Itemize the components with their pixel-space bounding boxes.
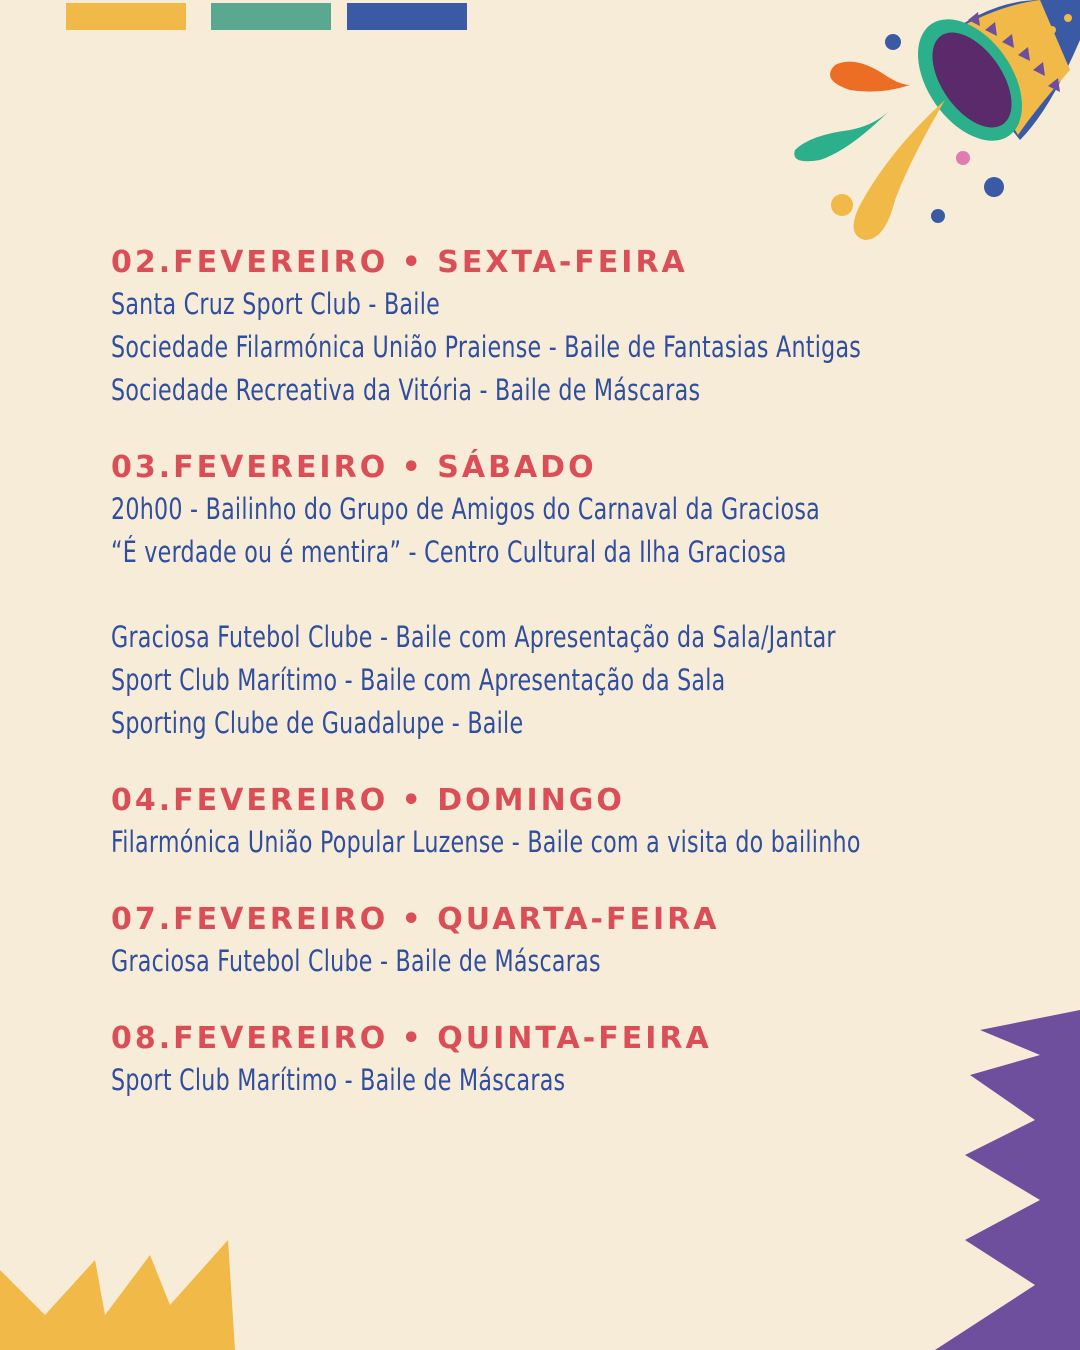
event-line: Santa Cruz Sport Club - Baile	[111, 287, 441, 321]
day-heading: 04.FEVEREIRO • DOMINGO	[111, 783, 625, 818]
event-line: Sport Club Marítimo - Baile com Apresentação da Sala	[111, 663, 726, 697]
event-line: “É verdade ou é mentira” - Centro Cultural da Ilha Graciosa	[111, 535, 787, 569]
crown-zigzag-decoration	[0, 1235, 240, 1350]
party-horn-icon	[790, 0, 1080, 250]
day-heading: 02.FEVEREIRO • SEXTA-FEIRA	[111, 245, 688, 280]
day-04	[111, 781, 1011, 864]
event-line: Filarmónica União Popular Luzense - Baile com a visita do bailinho	[111, 825, 861, 859]
event-line: Graciosa Futebol Clube - Baile de Máscaras	[111, 944, 601, 978]
event-line: Graciosa Futebol Clube - Baile com Apresentação da Sala/Jantar	[111, 620, 836, 654]
day-heading: 08.FEVEREIRO • QUINTA-FEIRA	[111, 1021, 712, 1056]
day-03	[111, 448, 1011, 745]
blue-stripe	[347, 3, 467, 30]
event-line: Sociedade Filarmónica União Praiense - Baile de Fantasias Antigas	[111, 330, 862, 364]
green-stripe	[211, 3, 331, 30]
day-heading: 07.FEVEREIRO • QUARTA-FEIRA	[111, 902, 720, 937]
spacer	[111, 574, 1011, 616]
event-line: Sport Club Marítimo - Baile de Máscaras	[111, 1063, 566, 1097]
day-heading: 03.FEVEREIRO • SÁBADO	[111, 450, 597, 485]
day-07	[111, 900, 1011, 983]
day-02	[111, 243, 1011, 412]
day-08	[111, 1019, 1011, 1102]
event-line: Sporting Clube de Guadalupe - Baile	[111, 706, 524, 740]
yellow-stripe	[66, 3, 186, 30]
carnival-schedule	[111, 243, 1011, 1138]
event-line: 20h00 - Bailinho do Grupo de Amigos do Carnaval da Graciosa	[111, 492, 820, 526]
event-line: Sociedade Recreativa da Vitória - Baile de Máscaras	[111, 373, 701, 407]
